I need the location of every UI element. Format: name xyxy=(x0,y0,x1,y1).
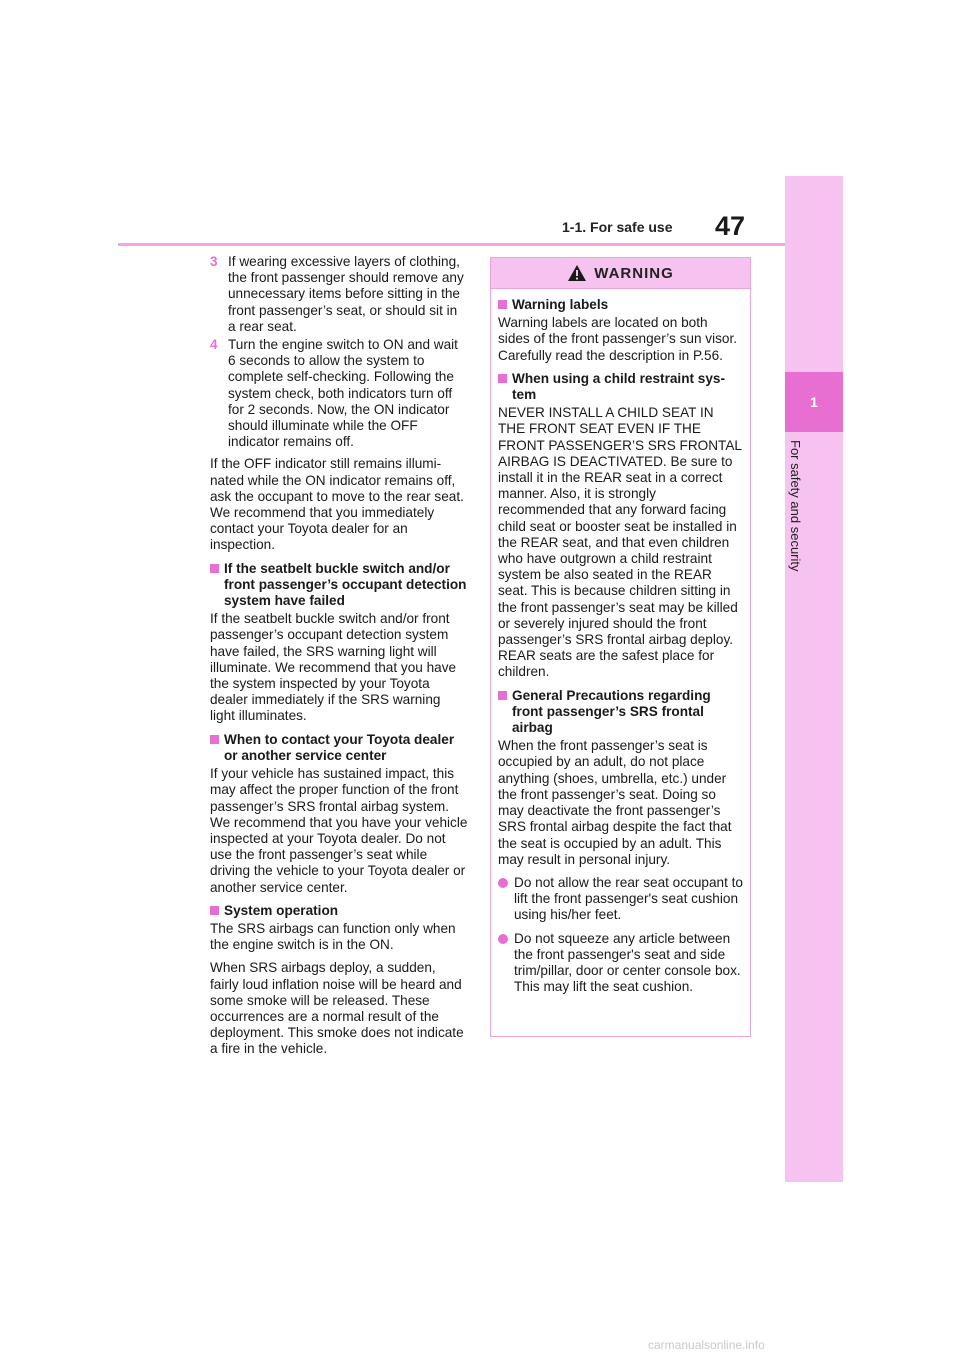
warning-bullet-item xyxy=(498,875,743,924)
square-bullet-icon xyxy=(498,691,507,700)
chapter-side-tab xyxy=(785,176,843,1182)
warning-paragraph: NEVER INSTALL A CHILD SEAT IN THE FRONT SEAT EVEN IF THE FRONT PASSENGER’S SRS FRONTAL AIRBAG IS DEACTIVATED. Be sure to install it in the REAR seat in a correct manner. Also, it is strongly recommended that any forward facing child seat or booster seat be installed in the REAR seat, and that even children who have outgrown a child restraint system be also seated in the REAR seat. This is because children sitting in the front passenger’s seat may be killed or severely injured should the front passenger’s SRS frontal airbag deploy. REAR seats are the safest place for children. xyxy=(498,405,742,680)
bullet-text: Do not squeeze any article between the front passenger's seat and side trim/pillar, door or center console box. This may lift the seat cushion. xyxy=(514,930,741,995)
section-heading-text: Warning labels xyxy=(512,297,609,312)
warning-triangle-icon xyxy=(567,264,587,282)
circle-bullet-icon xyxy=(498,934,508,944)
step-item xyxy=(210,337,468,450)
page-number: 47 xyxy=(715,211,746,241)
chapter-number-badge: 1 xyxy=(785,372,843,432)
warning-paragraph: Warning labels are located on both sides of the front passenger’s sun visor. Carefully read the description in P.56. xyxy=(498,315,738,363)
section-heading xyxy=(210,903,468,919)
step-number: 4 xyxy=(210,337,218,353)
square-bullet-icon xyxy=(210,906,219,915)
body-paragraph: If your vehicle has sustained impact, this may affect the proper function of the front passenger’s SRS frontal airbag system. We recommend that you have your vehicle inspected at your Toyota dealer. Do not use the front passenger’s seat while driving the vehicle to your Toyota dealer or another service center. xyxy=(210,766,468,895)
warning-section-heading xyxy=(498,688,743,737)
warning-title: WARNING xyxy=(594,264,674,282)
body-paragraph: The SRS airbags can function only when the engine switch is in the ON. xyxy=(210,920,456,953)
left-column xyxy=(210,254,468,1065)
warning-box xyxy=(490,257,751,1037)
step-item xyxy=(210,254,468,335)
warning-paragraph: When the front passenger’s seat is occupied by an adult, do not place anything (shoes, umbrella, etc.) under the front passenger’s seat. Doing so may deactivate the front passenger’s SRS frontal airbag despite the fact that the seat is occupied by an adult. This may result in personal injury. xyxy=(498,738,732,867)
section-heading-text: If the seatbelt buckle switch and/or front passenger’s occupant detection system have failed xyxy=(224,560,467,609)
step-text: Turn the engine switch to ON and wait 6 seconds to allow the system to complete self-checking. Following the system check, both indicators turn off for 2 seconds. Now, the ON indicator should illuminate while the OFF indicator remains off. xyxy=(228,337,458,450)
bullet-text: Do not allow the rear seat occupant to lift the front passenger's seat cushion using his/her feet. xyxy=(514,874,743,923)
warning-header xyxy=(491,258,750,288)
body-paragraph: If the OFF indicator still remains illuminated while the ON indicator remains off, ask the occupant to move to the rear seat. We recommend that you immediately contact your Toyota dealer for an inspection. xyxy=(210,456,464,553)
section-heading-text: When to contact your Toyota dealer or another service center xyxy=(224,731,455,763)
chapter-title-label: For safety and security xyxy=(788,440,803,572)
square-bullet-icon xyxy=(498,300,507,309)
site-watermark: carmanualsonline.info xyxy=(648,1338,765,1352)
body-paragraph: When SRS airbags deploy, a sudden, fairly loud inflation noise will be heard and some smoke will be released. These occurrences are a normal result of the deployment. This smoke does not indicate a fire in the vehicle. xyxy=(210,960,464,1057)
square-bullet-icon xyxy=(210,564,219,573)
square-bullet-icon xyxy=(210,735,219,744)
warning-bullet-item xyxy=(498,931,743,996)
section-heading xyxy=(210,732,468,764)
header-divider xyxy=(118,243,785,246)
warning-body xyxy=(491,288,750,1006)
warning-section-heading xyxy=(498,297,743,313)
circle-bullet-icon xyxy=(498,878,508,888)
section-heading-text: System operation xyxy=(224,902,339,918)
body-paragraph: If the seatbelt buckle switch and/or front passenger’s occupant detection system have failed, the SRS warning light will illuminate. We recommend that you have the system inspected by your Toyota dealer immediately if the SRS warning light illuminates. xyxy=(210,611,457,724)
square-bullet-icon xyxy=(498,374,507,383)
step-number: 3 xyxy=(210,254,218,269)
step-text: If wearing excessive layers of clothing, the front passenger should remove any unnecessary items before sitting in the front passenger’s seat, or should sit in a rear seat. xyxy=(228,254,464,334)
section-heading-text: When using a child restraint system xyxy=(512,370,726,403)
section-heading-text: General Precautions regarding front passenger’s SRS frontal airbag xyxy=(512,687,711,736)
section-heading xyxy=(210,561,468,610)
section-title: 1-1. For safe use xyxy=(562,219,673,235)
warning-section-heading xyxy=(498,371,743,403)
